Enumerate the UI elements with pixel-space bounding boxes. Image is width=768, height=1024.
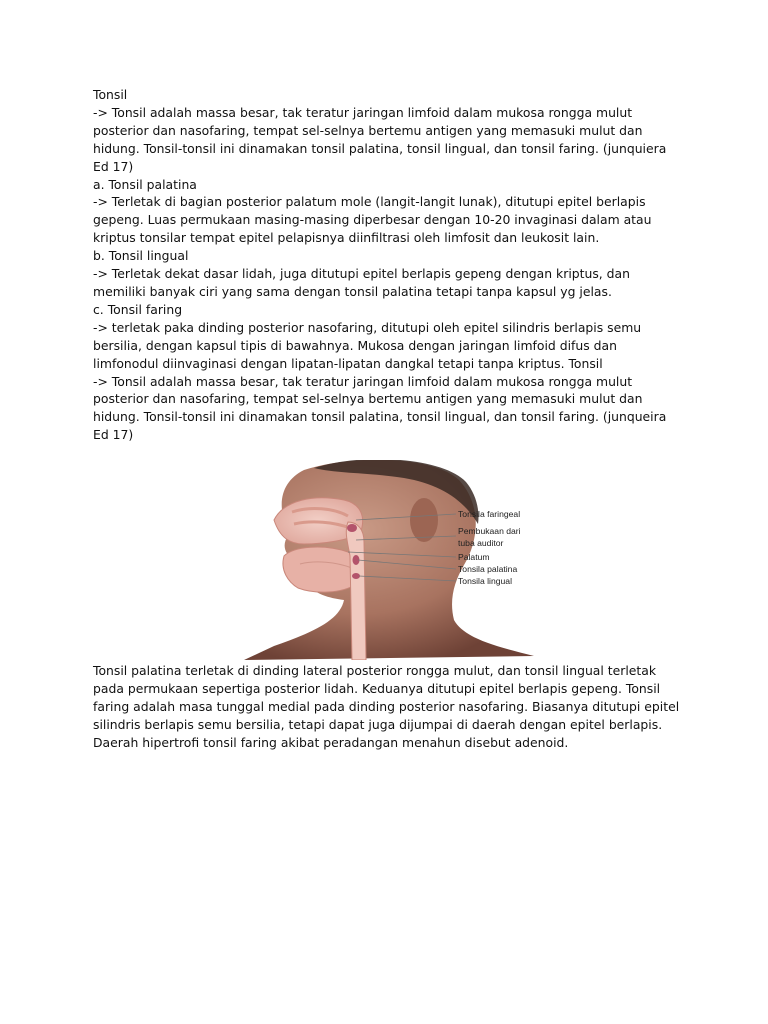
intro-paragraph: -> Tonsil adalah massa besar, tak teratur jaringan limfoid dalam mukosa rongga mulut posterior dan nasofaring, tempat sel-selnya bertemu antigen yang memasuki mulut dan hidung. Tonsil-tonsil ini dinamakan tonsil palatina, tonsil lingual, dan tonsil faring. (junquiera Ed 17) bbox=[93, 104, 667, 174]
section-c-title: c. Tonsil faring bbox=[93, 301, 183, 317]
section-c-body: -> terletak paka dinding posterior nasofaring, ditutupi oleh epitel silindris berlapis semu bersilia, dengan kapsul tipis di bawahnya. Mukosa dengan jaringan limfoid difus dan limfonodul diinvaginasi dengan lipatan-lipatan dangkal tetapi tanpa kriptus. Tonsil bbox=[93, 319, 642, 371]
label-tonsila-palatina: Tonsila palatina bbox=[458, 564, 518, 574]
label-palatum: Palatum bbox=[458, 552, 490, 562]
section-a-title: a. Tonsil palatina bbox=[93, 176, 197, 192]
label-tonsila-faringeal: Tonsila faringeal bbox=[458, 509, 521, 519]
section-b-body: -> Terletak dekat dasar lidah, juga ditutupi epitel berlapis gepeng dengan kriptus, dan memiliki banyak ciri yang sama dengan tonsil palatina tetapi tanpa kapsul yg jelas. bbox=[93, 266, 630, 299]
label-pembukaan-1: Pembukaan dari bbox=[458, 526, 521, 536]
summary-paragraph: Tonsil palatina terletak di dinding lateral posterior rongga mulut, dan tonsil lingual terletak pada permukaan sepertiga posterior lidah. Keduanya ditutupi epitel berlapis gepeng. Tonsil faring adalah masa tunggal medial pada dinding posterior nasofaring. Biasanya ditutupi epitel silindris berlapis semu bersilia, tetapi dapat juga dijumpai di daerah dengan epitel berlapis. Daerah hipertrofi tonsil faring akibat peradangan menahun disebut adenoid. bbox=[93, 663, 680, 750]
lingual-tonsil-mark bbox=[352, 573, 360, 579]
heading: Tonsil bbox=[93, 87, 128, 102]
anatomy-illustration bbox=[244, 460, 544, 660]
section-b-title: b. Tonsil lingual bbox=[93, 248, 189, 264]
pharyngeal-tonsil-mark bbox=[347, 524, 357, 532]
ear-shape bbox=[410, 498, 438, 542]
label-pembukaan-2: tuba auditor bbox=[458, 538, 504, 548]
section-a-body: -> Terletak di bagian posterior palatum mole (langit-langit lunak), ditutupi epitel berlapis gepeng. Luas permukaan masing-masing diperbesar dengan 10-20 invaginasi dalam atau kriptus tonsilar tempat epitel pelapisnya diinfiltrasi oleh limfosit dan leukosit lain. bbox=[93, 194, 652, 246]
summary-text bbox=[93, 662, 683, 752]
repeat-paragraph: -> Tonsil adalah massa besar, tak teratur jaringan limfoid dalam mukosa rongga mulut posterior dan nasofaring, tempat sel-selnya bertemu antigen yang memasuki mulut dan hidung. Tonsil-tonsil ini dinamakan tonsil palatina, tonsil lingual, dan tonsil faring. (junqueira Ed 17) bbox=[93, 373, 667, 443]
label-tonsila-lingual: Tonsila lingual bbox=[458, 576, 512, 586]
tongue bbox=[283, 547, 361, 592]
main-text bbox=[93, 86, 683, 444]
tonsil-anatomy-figure bbox=[244, 460, 544, 660]
